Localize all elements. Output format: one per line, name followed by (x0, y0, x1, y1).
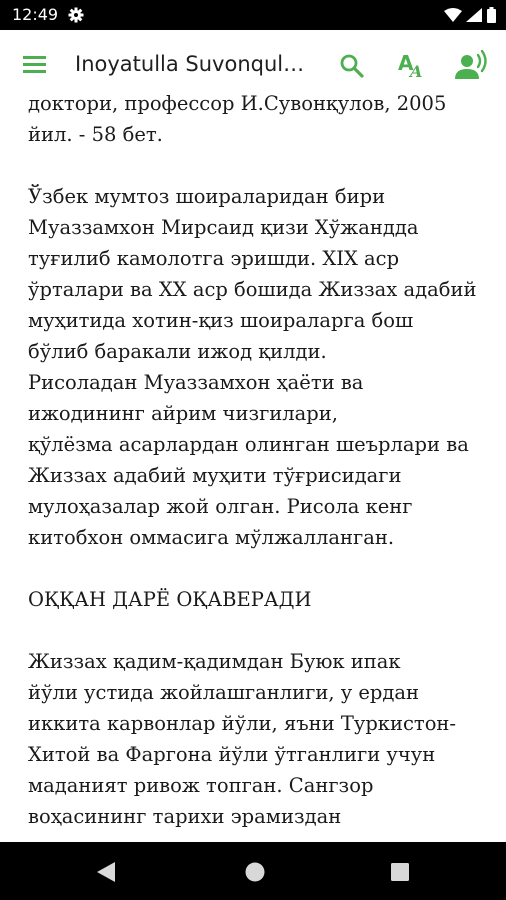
home-icon[interactable] (244, 861, 266, 883)
status-time: 12:49 (12, 5, 59, 24)
recent-apps-icon[interactable] (390, 862, 410, 882)
cell-signal-icon (466, 8, 482, 22)
reader-content[interactable] (0, 82, 506, 842)
paragraph-citation: доктори, профессор И.Сувонқулов, 2005 йил. - 58 бет. (28, 92, 447, 146)
svg-text:A: A (398, 51, 414, 75)
chapter-heading: ОҚҚАН ДАРЁ ОҚАВЕРАДИ (28, 588, 312, 611)
search-icon[interactable] (336, 50, 368, 82)
system-navigation-bar (0, 842, 506, 900)
back-icon[interactable] (96, 861, 116, 883)
paragraph-chapter-body: Жиззах қадим-қадимдан Буюк ипак йўли устида жойлашганлиги, у ердан иккита карвонлар йўли, яъни Туркистон- Хитой ва Фаргона йўли ўтганлиги учун маданият ривож топган. Сангзор воҳасининг тарихи эрамиздан (28, 650, 457, 828)
wifi-icon (444, 8, 462, 22)
settings-gear-icon (68, 7, 84, 23)
svg-text:A: A (410, 62, 423, 81)
font-size-icon[interactable] (394, 50, 428, 82)
text-to-speech-icon[interactable] (454, 50, 490, 82)
battery-icon (487, 7, 496, 23)
book-title: Inoyatulla Suvonqul… (75, 52, 305, 76)
paragraph-abstract: Ўзбек мумтоз шоираларидан бири Муаззамхон Мирсаид қизи Хўжандда туғилиб камолотга эришди. XIX аср ўрталари ва XX аср бошида Жиззах адабий муҳитида хотин-қиз шоираларга бош бўлиб баракали ижод қилди. Рисоладан Муаззамхон ҳаёти ва ижодининг айрим чизгилари, қўлёзма асарлардан олинган шеърлари ва Жиззах адабий муҳити тўғрисидаги мулоҳазалар жой олган. Рисола кенг китобхон оммасига мўлжалланган. (28, 185, 477, 549)
status-bar (0, 0, 506, 30)
menu-icon[interactable] (14, 50, 54, 80)
